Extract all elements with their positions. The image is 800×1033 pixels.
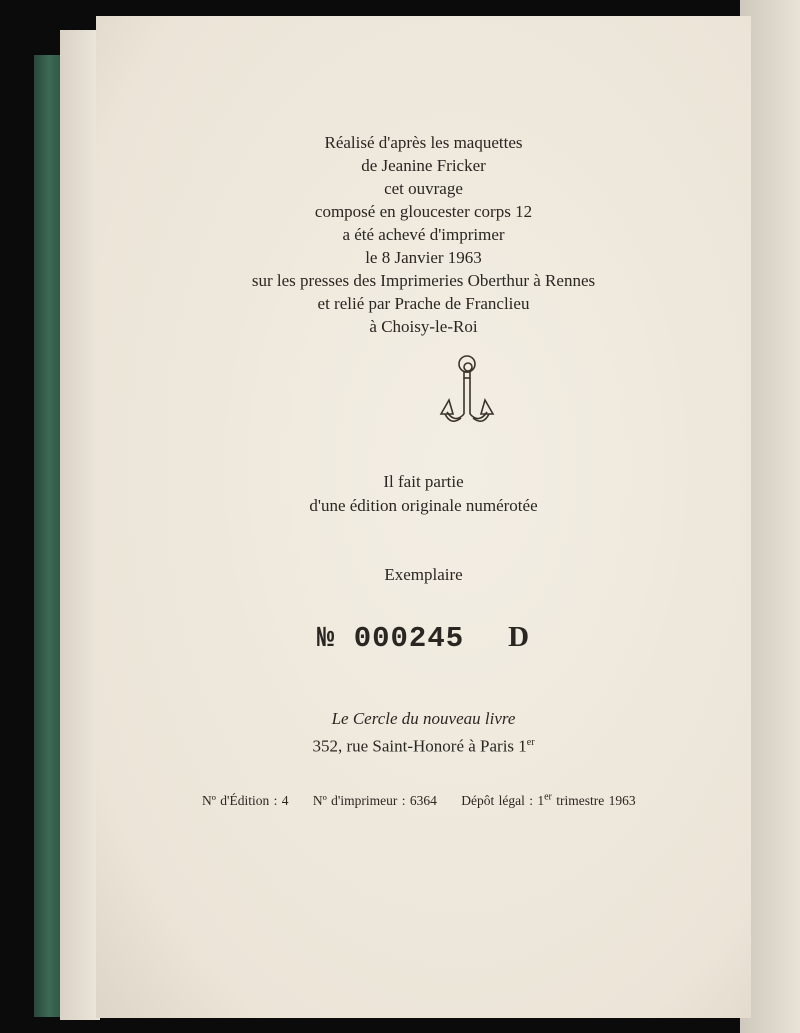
depot-sup: er [544,791,552,802]
colophon-line: Réalisé d'après les maquettes [324,133,523,152]
copy-number [96,621,751,655]
colophon-page [96,16,751,1018]
colophon-line: et relié par Prache de Franclieu [317,294,530,313]
exemplaire-label: Exemplaire [384,565,463,584]
colophon-line: cet ouvrage [384,179,463,198]
printer-number: Nº d'imprimeur : 6364 [312,792,437,808]
anchor-icon [435,354,499,432]
copy-number-value: № 000245 [316,622,465,655]
publisher-address [96,732,751,758]
copy-letter: D [508,621,531,653]
page-stack-edge [60,30,100,1020]
colophon-line: le 8 Janvier 1963 [365,248,482,267]
depot-rest: trimestre 1963 [551,792,636,808]
colophon-line: de Jeanine Fricker [361,156,486,175]
address-sup: er [526,737,535,748]
edition-number: Nº d'Édition : 4 [202,792,289,808]
depot-legal [461,793,635,808]
edition-line: d'une édition originale numérotée [309,496,538,515]
colophon-line: sur les presses des Imprimeries Oberthur à Rennes [251,271,596,290]
publisher-name: Le Cercle du nouveau livre [331,709,516,728]
colophon-line: composé en gloucester corps 12 [314,202,533,221]
address-text: 352, rue Saint-Honoré à Paris 1 [312,736,527,756]
colophon-line: à Choisy-le-Roi [369,317,478,336]
depot-text: Dépôt légal : 1 [461,792,545,808]
colophon-line: a été achevé d'imprimer [342,225,505,244]
edition-line: Il fait partie [383,472,464,491]
legal-footer [202,791,636,809]
